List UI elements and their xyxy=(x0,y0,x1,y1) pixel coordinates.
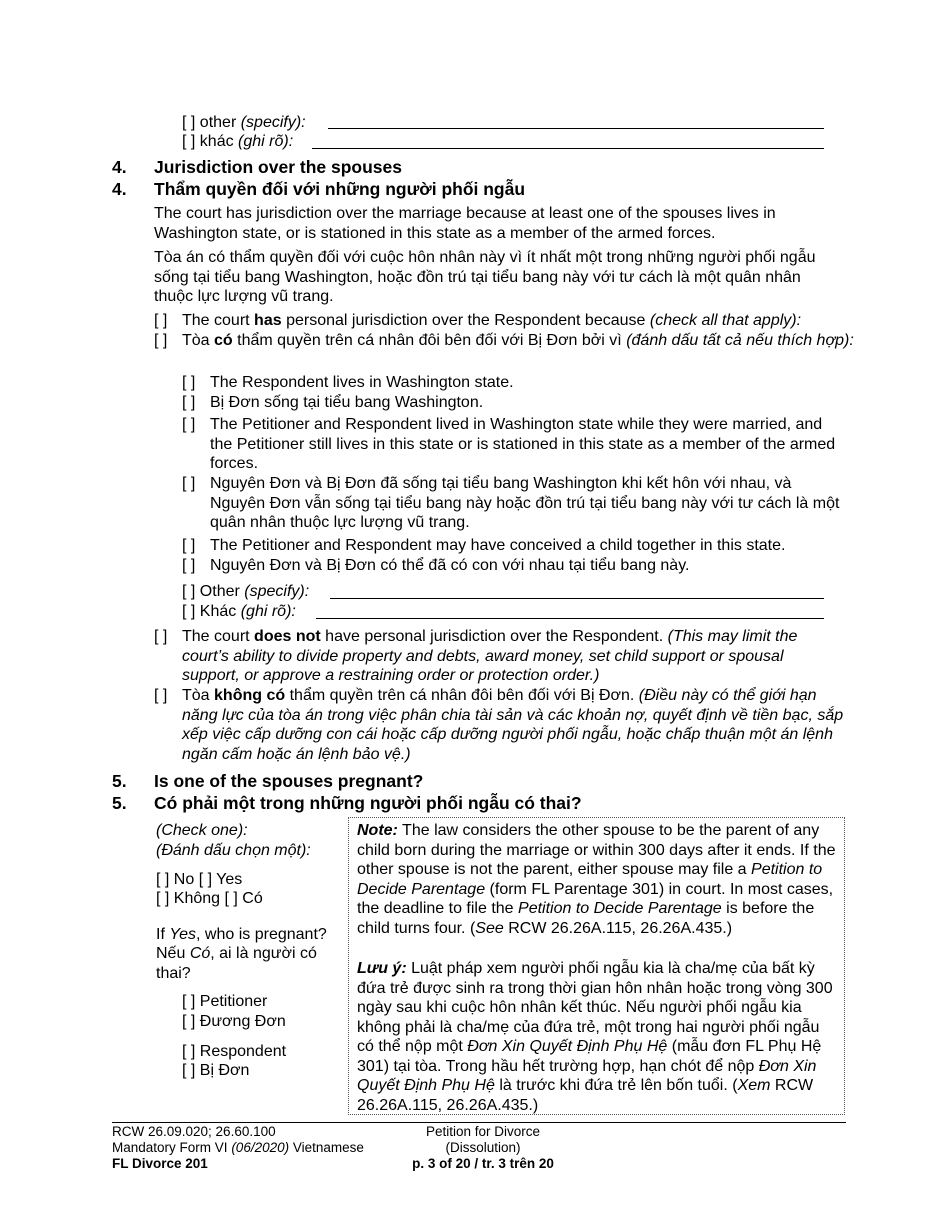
footer-page: p. 3 of 20 / tr. 3 trên 20 xyxy=(412,1156,554,1171)
bold-text: has xyxy=(254,312,282,329)
text: , who is pregnant? xyxy=(196,926,327,943)
sub-other-en-fill-line[interactable] xyxy=(330,598,824,599)
text: The court xyxy=(182,628,250,645)
other-vi-row xyxy=(182,132,293,152)
sub-option-text: Bị Đơn sống tại tiểu bang Washington. xyxy=(210,394,484,411)
section-5-title-en: Is one of the spouses pregnant? xyxy=(154,771,424,791)
sub-option-text: The Petitioner and Respondent may have conceived a child together in this state. xyxy=(210,537,786,554)
italic-text: See xyxy=(475,919,504,937)
sub-checkbox[interactable]: [ ] xyxy=(182,394,196,411)
respondent-checkbox-en[interactable]: [ ] Respondent xyxy=(182,1043,287,1060)
no-jurisdiction-vi xyxy=(182,686,847,764)
other-en-row xyxy=(182,113,306,133)
other-label: Other xyxy=(199,583,240,600)
sub-option-text: The Petitioner and Respondent lived in Washington state while they were married, and the Petitioner still lives in this state or is stationed in this state as a member of the armed forces. xyxy=(210,416,836,472)
italic-text: (06/2020) xyxy=(231,1140,290,1155)
if-yes-en xyxy=(156,925,327,945)
no-jurisdiction-checkbox-en[interactable]: [ ] xyxy=(154,628,168,645)
note-en xyxy=(357,821,839,938)
sub-other-en xyxy=(182,582,309,602)
checkbox[interactable]: [ ] xyxy=(182,133,196,150)
section-number: 4. xyxy=(112,157,127,177)
sub-option-text: Nguyên Đơn và Bị Đơn có thể đã có con với nhau tại tiểu bang này. xyxy=(210,557,690,574)
text: Mandatory Form VI xyxy=(112,1140,228,1155)
no-jurisdiction-checkbox-vi[interactable]: [ ] xyxy=(154,687,168,704)
has-jurisdiction-checkbox-en[interactable]: [ ] xyxy=(154,312,168,329)
italic-text: (This may limit the court’s ability to divide property and debts, award money, set child support or spousal support, or approve a restraining order or protection order.) xyxy=(182,628,798,684)
sub-option-text: The Respondent lives in Washington state. xyxy=(210,374,514,391)
text: personal jurisdiction over the Respondent because xyxy=(286,312,646,329)
petitioner-checkbox-vi[interactable]: [ ] Đương Đơn xyxy=(182,1013,286,1030)
text: Luật pháp xem người phối ngẫu kia là cha/mẹ của bất kỳ đứa trẻ được sinh ra trong thời gian hôn nhân hoặc trong vòng 300 ngày sau khi cuộc hôn nhân kết thúc. Nếu người phối ngẫu kia không phải là cha/mẹ của đứa trẻ, một trong hai người phối ngẫu có thể nộp một xyxy=(357,960,833,1055)
text: Tòa xyxy=(182,687,210,704)
italic-text: Có xyxy=(189,945,211,962)
no-checkbox[interactable]: [ ] No xyxy=(156,871,195,888)
footer-title: Petition for Divorce xyxy=(425,1124,541,1139)
section-4-title-vi: Thẩm quyền đối với những người phối ngẫu xyxy=(154,179,526,199)
section-number: 4. xyxy=(112,179,127,199)
text: là trước khi đứa trẻ lên bốn tuổi. ( xyxy=(499,1077,738,1094)
yes-checkbox[interactable]: [ ] Có xyxy=(224,890,263,907)
section-5-title-vi: Có phải một trong những người phối ngẫu có thai? xyxy=(154,793,582,813)
respondent-checkbox-vi[interactable]: [ ] Bị Đơn xyxy=(182,1062,250,1079)
italic-text: (Điều này có thể giới hạn năng lực của tòa án trong việc phân chia tài sản và các khoản nợ, quyết định về tiền bạc, sắp xếp việc cấp dưỡng con cái hoặc cấp dưỡng người phối ngẫu, hoặc chấp thuận một án lệnh ngăn cấm hoặc án lệnh bảo vệ.) xyxy=(182,687,844,763)
no-yes-en xyxy=(156,870,242,890)
other-vi-fill-line[interactable] xyxy=(312,148,824,149)
italic-text: Xem xyxy=(737,1077,771,1094)
check-one-en: (Check one): xyxy=(156,822,248,839)
text: thẩm quyền trên cá nhân đôi bên đối với Bị Đơn. xyxy=(289,687,635,704)
italic-text: (check all that apply): xyxy=(649,312,802,329)
text: The court xyxy=(182,312,250,329)
specify-label: (ghi rõ): xyxy=(238,133,294,150)
petitioner-checkbox-en[interactable]: [ ] Petitioner xyxy=(182,993,268,1010)
section-number: 5. xyxy=(112,771,127,791)
italic-text: Đơn Xin Quyết Định Phụ Hệ xyxy=(357,1057,817,1094)
specify-label: (specify): xyxy=(240,114,306,131)
italic-text: Petition to Decide Parentage xyxy=(357,861,823,898)
other-label: khác xyxy=(199,133,234,150)
text: (form FL Parentage 301) in court. In most cases, the deadline to file the xyxy=(357,880,834,917)
text: RCW 26.26A.115, 26.26A.435.) xyxy=(508,919,733,937)
sub-other-vi xyxy=(182,602,296,622)
other-en-fill-line[interactable] xyxy=(328,128,824,129)
other-label: other xyxy=(199,114,237,131)
has-jurisdiction-checkbox-vi[interactable]: [ ] xyxy=(154,332,168,349)
text: (mẫu đơn FL Phụ Hệ 301) tại tòa. Trong hầu hết trường hợp, hạn chót để nộp xyxy=(357,1038,822,1075)
text: is before the child turns four. ( xyxy=(357,900,815,937)
sub-checkbox[interactable]: [ ] xyxy=(182,537,196,554)
footer-form-id: FL Divorce 201 xyxy=(112,1156,208,1171)
text: If xyxy=(156,926,165,943)
footer-rcw: RCW 26.09.020; 26.60.100 xyxy=(112,1124,276,1139)
no-jurisdiction-en xyxy=(182,627,832,686)
italic-text: Petition to Decide Parentage xyxy=(518,900,722,917)
sub-checkbox[interactable]: [ ] xyxy=(182,557,196,574)
bold-text: does not xyxy=(254,628,321,645)
jurisdiction-paragraph-en: The court has jurisdiction over the marriage because at least one of the spouses lives in Washington state, or is stationed in this state as a member of the armed forces. xyxy=(154,205,776,242)
checkbox[interactable]: [ ] xyxy=(182,114,196,131)
yes-checkbox[interactable]: [ ] Yes xyxy=(198,871,243,888)
italic-text: (đánh dấu tất cả nếu thích hợp): xyxy=(626,332,854,349)
italic-text: Đơn Xin Quyết Định Phụ Hệ xyxy=(467,1038,668,1055)
no-checkbox[interactable]: [ ] Không xyxy=(156,890,221,907)
has-jurisdiction-vi xyxy=(182,331,862,351)
jurisdiction-paragraph-vi: Tòa án có thẩm quyền đối với cuộc hôn nhân này vì ít nhất một trong những người phối ngẫu sống tại tiểu bang Washington, hoặc đồn trú tại tiểu bang này với tư cách là một quân nhân thuộc lực lượng vũ trang. xyxy=(154,249,816,305)
note-label: Note: xyxy=(357,822,398,839)
text: thẩm quyền trên cá nhân đôi bên đối với Bị Đơn bởi vì xyxy=(237,332,622,349)
text: The law considers the other spouse to be the parent of any child born during the marriage or within 300 days after it ends. If the other spouse is not the parent, either spouse may file a xyxy=(357,822,836,878)
footer-divider xyxy=(112,1122,846,1123)
no-yes-vi xyxy=(156,889,263,909)
specify-label: (ghi rõ): xyxy=(240,603,296,620)
text: RCW 26.26A.115, 26.26A.435.) xyxy=(357,1077,814,1114)
footer-subtitle: (Dissolution) xyxy=(445,1140,521,1155)
specify-label: (specify): xyxy=(244,583,310,600)
has-jurisdiction-en xyxy=(182,311,862,331)
checkbox[interactable]: [ ] xyxy=(182,603,196,620)
text: have personal jurisdiction over the Respondent. xyxy=(325,628,664,645)
bold-text: có xyxy=(214,332,233,349)
text: Nếu xyxy=(156,945,186,962)
note-vi xyxy=(357,959,839,1115)
checkbox[interactable]: [ ] xyxy=(182,583,196,600)
section-number: 5. xyxy=(112,793,127,813)
sub-other-vi-fill-line[interactable] xyxy=(316,618,824,619)
bold-text: không có xyxy=(214,687,286,704)
sub-checkbox[interactable]: [ ] xyxy=(182,416,196,433)
sub-checkbox[interactable]: [ ] xyxy=(182,475,196,492)
sub-option-text: Nguyên Đơn và Bị Đơn đã sống tại tiểu bang Washington khi kết hôn với nhau, và Nguyên Đơn vẫn sống tại tiểu bang này hoặc đồn trú tại tiểu bang này với tư cách là một quân nhân thuộc lực lượng vũ trang. xyxy=(210,475,840,531)
other-label: Khác xyxy=(199,603,237,620)
check-one-vi: (Đánh dấu chọn một): xyxy=(156,842,311,859)
section-4-title-en: Jurisdiction over the spouses xyxy=(154,157,402,177)
if-yes-vi xyxy=(156,944,341,983)
text: , ai là người có thai? xyxy=(156,945,317,982)
text: Vietnamese xyxy=(292,1140,364,1155)
note-label: Lưu ý: xyxy=(357,960,407,977)
footer-form xyxy=(112,1140,364,1156)
sub-checkbox[interactable]: [ ] xyxy=(182,374,196,391)
text: Tòa xyxy=(182,332,210,349)
italic-text: Yes xyxy=(169,926,197,943)
